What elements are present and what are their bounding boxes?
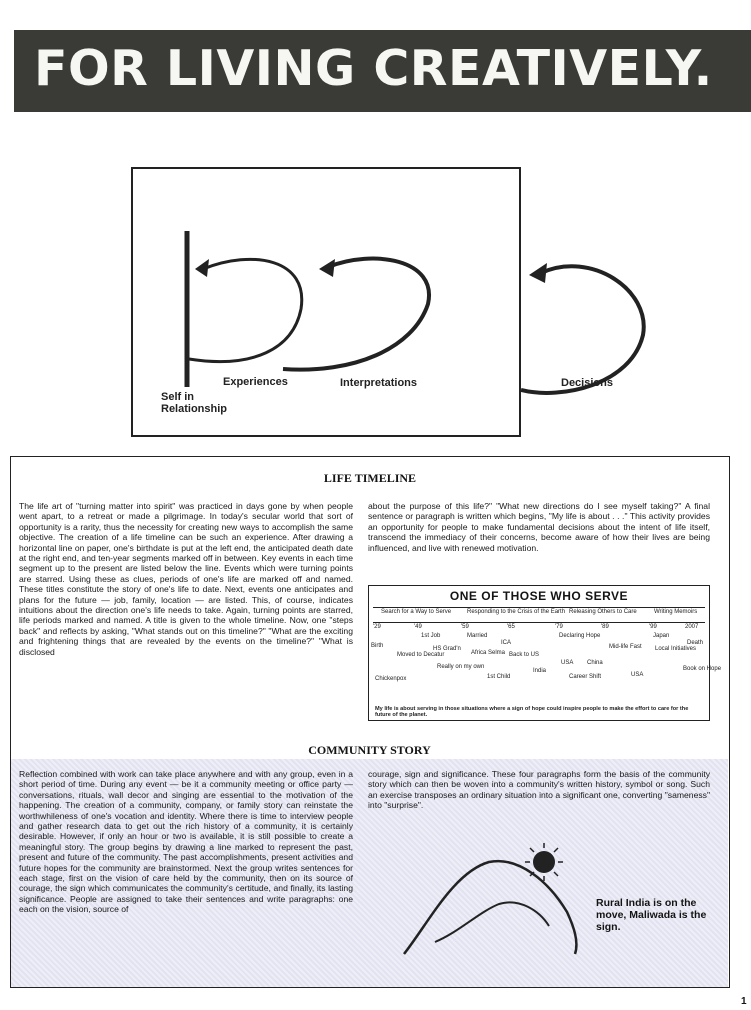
community-story-col1: Reflection combined with work can take place anywhere and with any group, even in a short period of time. During any event — be it a community meeting or office party — conversations, rituals, wall decor and singing are essential to the motivation of the happening. The creation of a community, company, or family story can reinstate the worthwhileness of one's vocation and identity. Where there is time to interview people and gather research data to get out the rich history of a community, it is certainly desirable. However, if only an hour or two is available, it is still possible to create a meaningful story. The group begins by drawing a line marked to represent the past, present and future of the community. The past accomplishments, present activities and future hopes for the community are brainstormed. Next the group writes sentences for each stage, first on the vision of care held by the community, then on its source of courage, the sign which communicates the community's certitude, and finally, its lasting significance. People are assigned to take their sentences and write paragraphs: one each on the vision, source of: [19, 769, 353, 915]
community-story-heading: COMMUNITY STORY: [308, 743, 431, 757]
arrowhead-icon: [319, 259, 335, 277]
event: USA: [561, 660, 574, 666]
period-4: Writing Memoirs: [654, 609, 698, 615]
community-story-section: [11, 743, 728, 987]
experiences-label: Experiences: [223, 376, 288, 388]
mountain-path: [435, 902, 549, 942]
event: Africa Selma: [471, 650, 506, 656]
life-timeline-col1: The life art of "turning matter into spirit" was practiced in days gone by when people went apart, to a retreat or made a pilgrimage. In today's secular world that sort of opportunity is a rarity, thus the necessity for creating new ways to accomplish the same objective. The creation of a life timeline can be such an experience. After drawing a horizontal line on paper, one's birthdate is put at the left end, the anticipated death date at the right end, and ten-year segments marked off in between. Key events in each time segment up to the present are listed below the line. Events which were turning points are starred. Using these as clues, periods of one's life are marked off and named. These titles constitute the story of one's life to date. Next, events one anticipates and plans for the future — job, family, location — are listed. This, of course, indicates intuitions about the direction one's life needs to take. Again, turning points are starred, life periods marked and named. A title is given to the whole timeline. Now, one "steps back" and reflects by asking, "What stands out on this timeline?" "What are the exciting and frightening things that are revealed by the events on the timeline?" "What is disclosed: [19, 501, 353, 657]
illustration-caption: Rural India is on the move, Maliwada is the sign.: [596, 897, 707, 933]
event: USA: [631, 672, 644, 678]
title-banner: [14, 30, 751, 112]
period-3: Releasing Others to Care: [569, 609, 637, 615]
year-label: 2007: [685, 624, 699, 630]
articles-frame: [10, 456, 730, 988]
inset-title: ONE OF THOSE WHO SERVE: [449, 589, 629, 603]
decisions-loop-art: [521, 235, 751, 395]
inset-caption: My life is about serving in those situations where a sign of hope could inspire people to make the effort to care for the future of the planet.: [375, 706, 689, 719]
timeline-inset: [368, 585, 722, 721]
event: Birth: [371, 643, 384, 649]
event: Declaring Hope: [559, 633, 601, 639]
event: Death: [687, 640, 704, 646]
decisions-loop: [521, 266, 644, 393]
event: India: [533, 668, 547, 674]
year-label: '65: [507, 624, 515, 630]
event: Mid-life Fast: [609, 644, 642, 650]
life-timeline-col2: about the purpose of this life?" "What new directions do I see myself taking?" A final sentence or paragraph is written which begins, "My life is about . . ." This activity provides an opportunity for people to make fundamental decisions about the intent of life itself, transcend the immediacy of their concerns, become aware of how their lives are being influenced, and live with renewed motivation.: [368, 501, 710, 553]
year-label: '29: [373, 624, 381, 630]
event: Really on my own: [437, 664, 485, 670]
self-in-relationship-label: Self in Relationship: [161, 391, 228, 415]
timeline-axis: [373, 622, 705, 623]
arrowhead-icon: [195, 259, 209, 277]
interpretations-loop: [283, 259, 429, 370]
year-label: '79: [555, 624, 563, 630]
year-label: '99: [649, 624, 657, 630]
event: Back to US: [509, 652, 540, 658]
event: Career Shift: [569, 674, 602, 680]
decisions-label: Decisions: [561, 377, 613, 389]
life-timeline-heading: LIFE TIMELINE: [323, 471, 417, 485]
event: 1st Child: [487, 674, 511, 680]
period-divider: [373, 607, 705, 608]
period-1: Search for a Way to Serve: [381, 609, 452, 615]
arrowhead-icon: [529, 263, 547, 283]
year-label: '49: [414, 624, 422, 630]
event: Married: [467, 633, 488, 639]
banner-title: FOR LIVING CREATIVELY.: [34, 40, 713, 97]
event: Moved to Decatur: [397, 652, 445, 658]
event: 1st Job: [421, 633, 441, 639]
event: Book on Hope: [683, 666, 722, 672]
event: ICA: [501, 640, 512, 646]
process-diagram: [131, 167, 521, 437]
period-2: Responding to the Crisis of the Earth: [467, 609, 566, 615]
india-illustration: [399, 842, 599, 962]
sun-icon: [533, 851, 555, 873]
page-number: 1: [741, 996, 747, 1007]
year-label: '59: [461, 624, 469, 630]
event: Local Initiatives: [655, 646, 697, 652]
event: HS Grad'n: [433, 646, 461, 652]
community-story-col2: courage, sign and significance. These four paragraphs form the basis of the community story which can then be woven into a community's written history, symbol or song. Such an exercise transposes an ordinary situation into a significant one, converting "sameness" into "surprise".: [368, 769, 710, 811]
event: Japan: [653, 633, 670, 639]
year-label: '89: [601, 624, 609, 630]
event: China: [587, 660, 603, 666]
event: Chickenpox: [375, 676, 407, 682]
interpretations-label: Interpretations: [340, 377, 418, 389]
